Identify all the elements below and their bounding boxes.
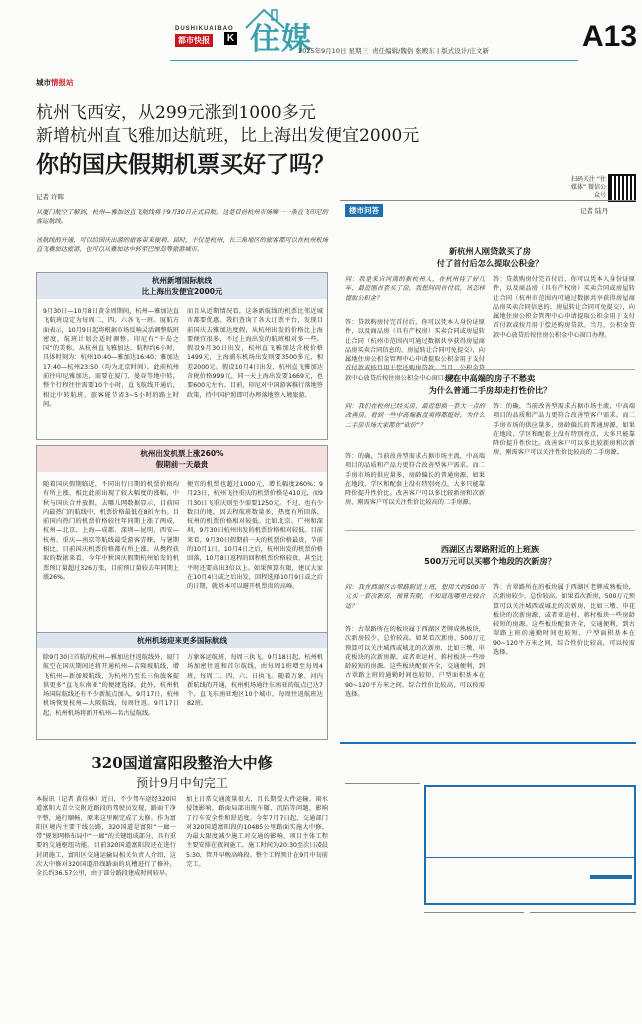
box1-col1: 9月30日—10月8日黄金周期间，杭州—雅加达直飞航班设定为每周二、四、六各飞一班。厦航方面表示，10月9日起将根据市场反响灵活调整航班密度，航班计划会适时调整。印尼有“千岛之国”的美称，从杭州直飞雅加达，航程约6小时，具体时刻为：杭州10:40—雅加达16:40；雅加达17:40—杭州23:50（均为北京时间）。此前杭州前往印尼雅加达，需要在厦门、曼谷等地中转，整个行程往往需要10个小时，直飞航线开通后，相比中转航班，旅客能节省3~5小时的路上时间。 (43, 308, 179, 408)
q1-answer-a: 答：贷款购房付完首付后，你可以凭本人身份证原件，以及商品房（具有产权房）买卖合同或房屋转让合同（杭州市范围内可通过数据共享获得房屋商品房买卖合同信息的，房屋转让合同可免提交），向属地住房公积金管理中心申请提取公积金用于支付 款中心放贷后按住房公积金中心窗口办理。 (345, 319, 485, 382)
sec2-subtitle: 预计9月中旬完工 (136, 776, 228, 790)
page-header (0, 0, 642, 68)
ad-col-1 (345, 783, 420, 981)
sidebar-kicker: 楼市问答 (345, 204, 383, 217)
box3-col1: 除9月30日首航的杭州—雅加达往返航线外，厦门航空在国庆期间还将开通杭州—吉隆坡航线，增飞杭州—新加坡航线，为杭州乃至长三角旅客提供更多“直飞东南亚”的便捷选择。此外，杭州机场国际航线还有不少新航点加入，9月17日，杭州机场恢复杭州—大阪航线，每周往返。9月17日起，杭州机场将新开杭州—名古屋航线。 (43, 654, 179, 717)
section-box-1 (36, 272, 328, 440)
ad-lost (424, 912, 524, 1003)
page-number: A13 (582, 20, 638, 53)
box2-col2: 便宜的机票也超过1000元，增长幅度260%；9月23日，杭州飞往重庆的机票价格是410元，而9月30日飞重庆则至少需要1250元。不过，也有少数目的地，因去程航班数量多，热度有所回落，杭州的机票价格相对较低。比如北京、广州和深圳，9月30日杭州出发的机票价格相对较低。目前来看，9月30日假期前一天的机票价格最贵，节前的10月1日、10月4日之后，杭州出发的机票价格回落，10月8日返程的回程机票价格较贵，甚至比平时还要高出3倍以上。如果预算有限，建议大家在10月4日或之后出发，回程选择10月9日或之后的日期，就基本可以避开机票贵的高峰。 (187, 481, 323, 591)
lead-2: 该航线的开通，可以给国庆出游的旅客带来便利。届时，不仅是杭州，长三角地区的旅客都可以在杭州机场直飞雅加达旅游，也可以从雅加达中转至巴厘岛等旅游城市。 (36, 237, 328, 254)
kicker-strong: 情报站 (51, 78, 74, 87)
search-body (530, 913, 636, 947)
box3-title: 杭州机场迎来更多国际航线 (37, 633, 327, 648)
box2-title: 杭州出发机票上涨260% 假期前一天最贵 (37, 446, 327, 472)
brand-cn: 都市快报 (175, 34, 213, 47)
headline-main: 你的国庆假期机票买好了吗？ (36, 152, 335, 178)
cemetery-phone[interactable] (430, 860, 433, 869)
ads-rule (340, 742, 636, 744)
ad-search (530, 912, 636, 953)
byline: 记者 许晖 (36, 193, 65, 201)
cemetery-rule (426, 857, 634, 858)
issue-date: 2025年9月10日 星期三 (298, 47, 369, 55)
box1-title: 杭州新增国际航线 比上海出发便宜2000元 (37, 273, 327, 299)
q2-answer: 答：的确，当前改善型需求占据市场主流，中高端项目的品质和产品力更符合改善型客户需求。而二手房市场的供应量多，房龄偏长的普通房源，如果在地段、学区和配套上没有特别亮点，大多只能靠降价提升性价比。改善客户可以多比较新房和次新房，刚需客户可以关注性价比较高的二手房源。 (345, 453, 485, 507)
sidebar-rule (340, 200, 636, 201)
editor-line: 责任编辑/魏俗 张殿东 | 版式设计/庄文新 (372, 47, 489, 55)
header-rule (170, 60, 578, 61)
q2-answer-cont: 答：的确，当前改善型需求占据市场主流，中高端项目的品质和产品力更符合改善型客户需求。而二手房市场的供应量多，房龄偏长的普通房源，如果在地段、学区和配套上没有特别亮点，大多只能靠降价提升性价比。改善客户可以多比较新房和次新房，刚需客户可以关注性价比较高的二手房源。 (493, 403, 635, 457)
box1-col2: 而且从近期情况看，这条新航线的机票比邻近城市都要优惠。我们查询了各大订票平台，发现目前国庆去雅加达度假，从杭州出发的价格比上海要便宜很多，不过上海出发的航班相对多一些。假设9月30日出发，杭州直飞雅加达含税价格1499元，上海浦东机场出发则要3500多元，相差2000元。假设10月4日出发，杭州直飞雅加达含税价格999元，同一天上海出发要1669元，也要600元左右。目前，印尼对中国游客推行落地签政策，持中国护照即可办理落地签入境旅游。 (187, 308, 323, 399)
box2-col1: 随着国庆假期临近，不同出行日期的机票价格均有所上涨，相比此前出现了较大幅度的涨幅，中秋与国庆合并放假，去哪儿网数据显示，目前国内最热门的航线中，机票价格最低在8折左右。目前国内热门的机票价格较往年同期上涨了两成，杭州—北京、上海—成都、深圳—昆明、西安—杭州、重庆—南京等航线最受游客青睐，与暑期相比，目前国庆机票价格都有所上涨。从携程获取的数据来看，今年中秋国庆假期杭州始发的机票预订量超过326万张，目前预订量较去年同期上涨26%。 (43, 481, 179, 581)
ad-col1-body (345, 784, 420, 854)
q1-question: 问：我是来自河南的新杭州人，在杭州待了好几年，最近刚首套买了房，我想问问首付后，该怎样提取公积金？ (345, 276, 485, 302)
ad-col3-body (345, 931, 420, 981)
box3-col2: 万象客运航班，每周三执飞。9月18日起，杭州机场加密往返和首尔航线，由每周1班增至每周4班，每周二、四、六、日执飞。随着万象、河内新航线的开通，杭州机场通往东南亚的航点已达7个，直飞东南亚地区10个城市，每周往返航班达82班。 (187, 654, 323, 708)
brand-en: DUSHIKUAIBAO (175, 26, 234, 32)
header-meta (298, 46, 489, 55)
brand-mark-icon: K (224, 32, 237, 45)
headline-2: 新增杭州直飞雅加达航班，比上海出发便宜2000元 (36, 126, 420, 146)
cemetery-nav-button[interactable] (590, 875, 632, 879)
q3-answer: 答：古翠路所在的板块属于西湖区老牌成熟板块，次新房较少，总价较高。如果看次新房，500万元预算可以关注城西或城北的次新房，比如三墩、申花板块的次新房源，或者亚运村、蒋村板块一些房龄较短的房源。这些板块配套齐全，交通便利，到古翠路上班的通勤时间也较短，户型面积基本在90~120平方米之间，综合性价比较高，可以按需选择。 (345, 626, 485, 699)
lost-body (424, 913, 524, 1003)
q-divider-1 (345, 369, 635, 370)
q3-answer-cont: 答：古翠路所在的板块属于西湖区老牌成熟板块，次新房较少，总价较高。如果看次新房，500万元预算可以关注城西或城北的次新房，比如三墩、申花板块的次新房源，或者亚运村、蒋村板块一些房龄较短的房源。这些板块配套齐全，交通便利，到古翠路上班的通勤时间也较短，户型面积基本在90~120平方米之间，综合性价比较高，可以按需选择。 (493, 584, 635, 657)
q2-title: 现在中高端的房子不愁卖 为什么普通二手房却走打性价比？ (428, 373, 552, 395)
kicker-prefix: 城市 (36, 78, 51, 87)
sec2-col2: 加上日常交通流量很大，且长期受大件运输、雨水侵蚀影响，路面局部出现车辙、沉陷等问题，影响了行车安全性和舒适度。今年7月7日起，交通部门对320国道富阳段的10485公里路面实施大中修。为最大限度减少施工对交通的影响，项目主体工程主要安排在夜间施工，施工时间为20:30至次日凌晨5:30，管开早晚高峰段。整个工程预计在9月中旬前完工。 (186, 796, 328, 869)
lead: 从厦门航空了解到，杭州—雅加达直飞航线将于9月30日正式启航。这是目前杭州市场唯一一条直飞印尼的客运航线。 (36, 209, 328, 226)
sidebar-byline: 记者 陆丹 (580, 207, 609, 215)
q1-answer: 答：贷款购房付完首付后，你可以凭本人身份证原件，以及商品房（具有产权房）买卖合同或房屋转让合同（杭州市范围内可通过数据共享获得房屋商品房买卖合同信息的，房屋转让合同可免提交），向属地住房公积金管理中心申请提取公积金用于支付首付款或按月用于偿还购房贷款。当月，公积金贷款中心放贷后按住房公积金中心窗口办理。 (493, 276, 635, 339)
cemetery-ad[interactable] (424, 785, 636, 905)
sec2-title: 320国道富阳段整治大中修 (91, 754, 273, 772)
headline-1: 杭州飞西安，从299元涨到1000多元 (36, 103, 316, 123)
section-title: 住媒 (250, 22, 312, 57)
sec2-col1: 本报讯（记者 黄佳林）近日，不少驾车途经320国道富阳大青立交附近路段的驾驶员发现，路面干净平整，通行顺畅，原来这里刚完成了大修。作为富阳区境内主要干线公路，320国道是富阳“一廊一带”规划网格布局中“一廊”的关键组成部分，具有重要的交通枢纽功能。目前320国道富阳段还在进行封闭施工，富阳区交通运输局相关负责人介绍，这次大中修对320国道沿线路面的坑槽进行了修补，全长约36.57公里，由于部分路段建成时间较早。 (36, 796, 176, 878)
section-box-2 (36, 445, 328, 635)
q3-question: 问：我在西湖区古翠路附近上班，想用大约500万元买一套次新房，预算有限，不知道选哪里比较合适？ (345, 584, 485, 610)
qr-note: 扫码关注 “住媒体” 微信公众号 (570, 176, 606, 199)
q2-question: 问：我们在杭州已经买房，最近想换一套大一点的改善房。看到一些中高端新盘卖得都挺好，为什么二手房市场大家都在“砍价”？ (345, 403, 485, 429)
q1-title: 新杭州人刚贷款买了房 付了首付后怎么提取公积金？ (436, 246, 544, 268)
section-box-3 (36, 632, 328, 740)
ad-col2-body (345, 860, 420, 925)
q3-title: 西湖区古翠路附近的上班族 500万元可以买哪个地段的次新房？ (424, 544, 556, 566)
qr-code-icon[interactable] (608, 174, 636, 202)
kicker (36, 77, 74, 88)
q-divider-2 (345, 530, 635, 531)
